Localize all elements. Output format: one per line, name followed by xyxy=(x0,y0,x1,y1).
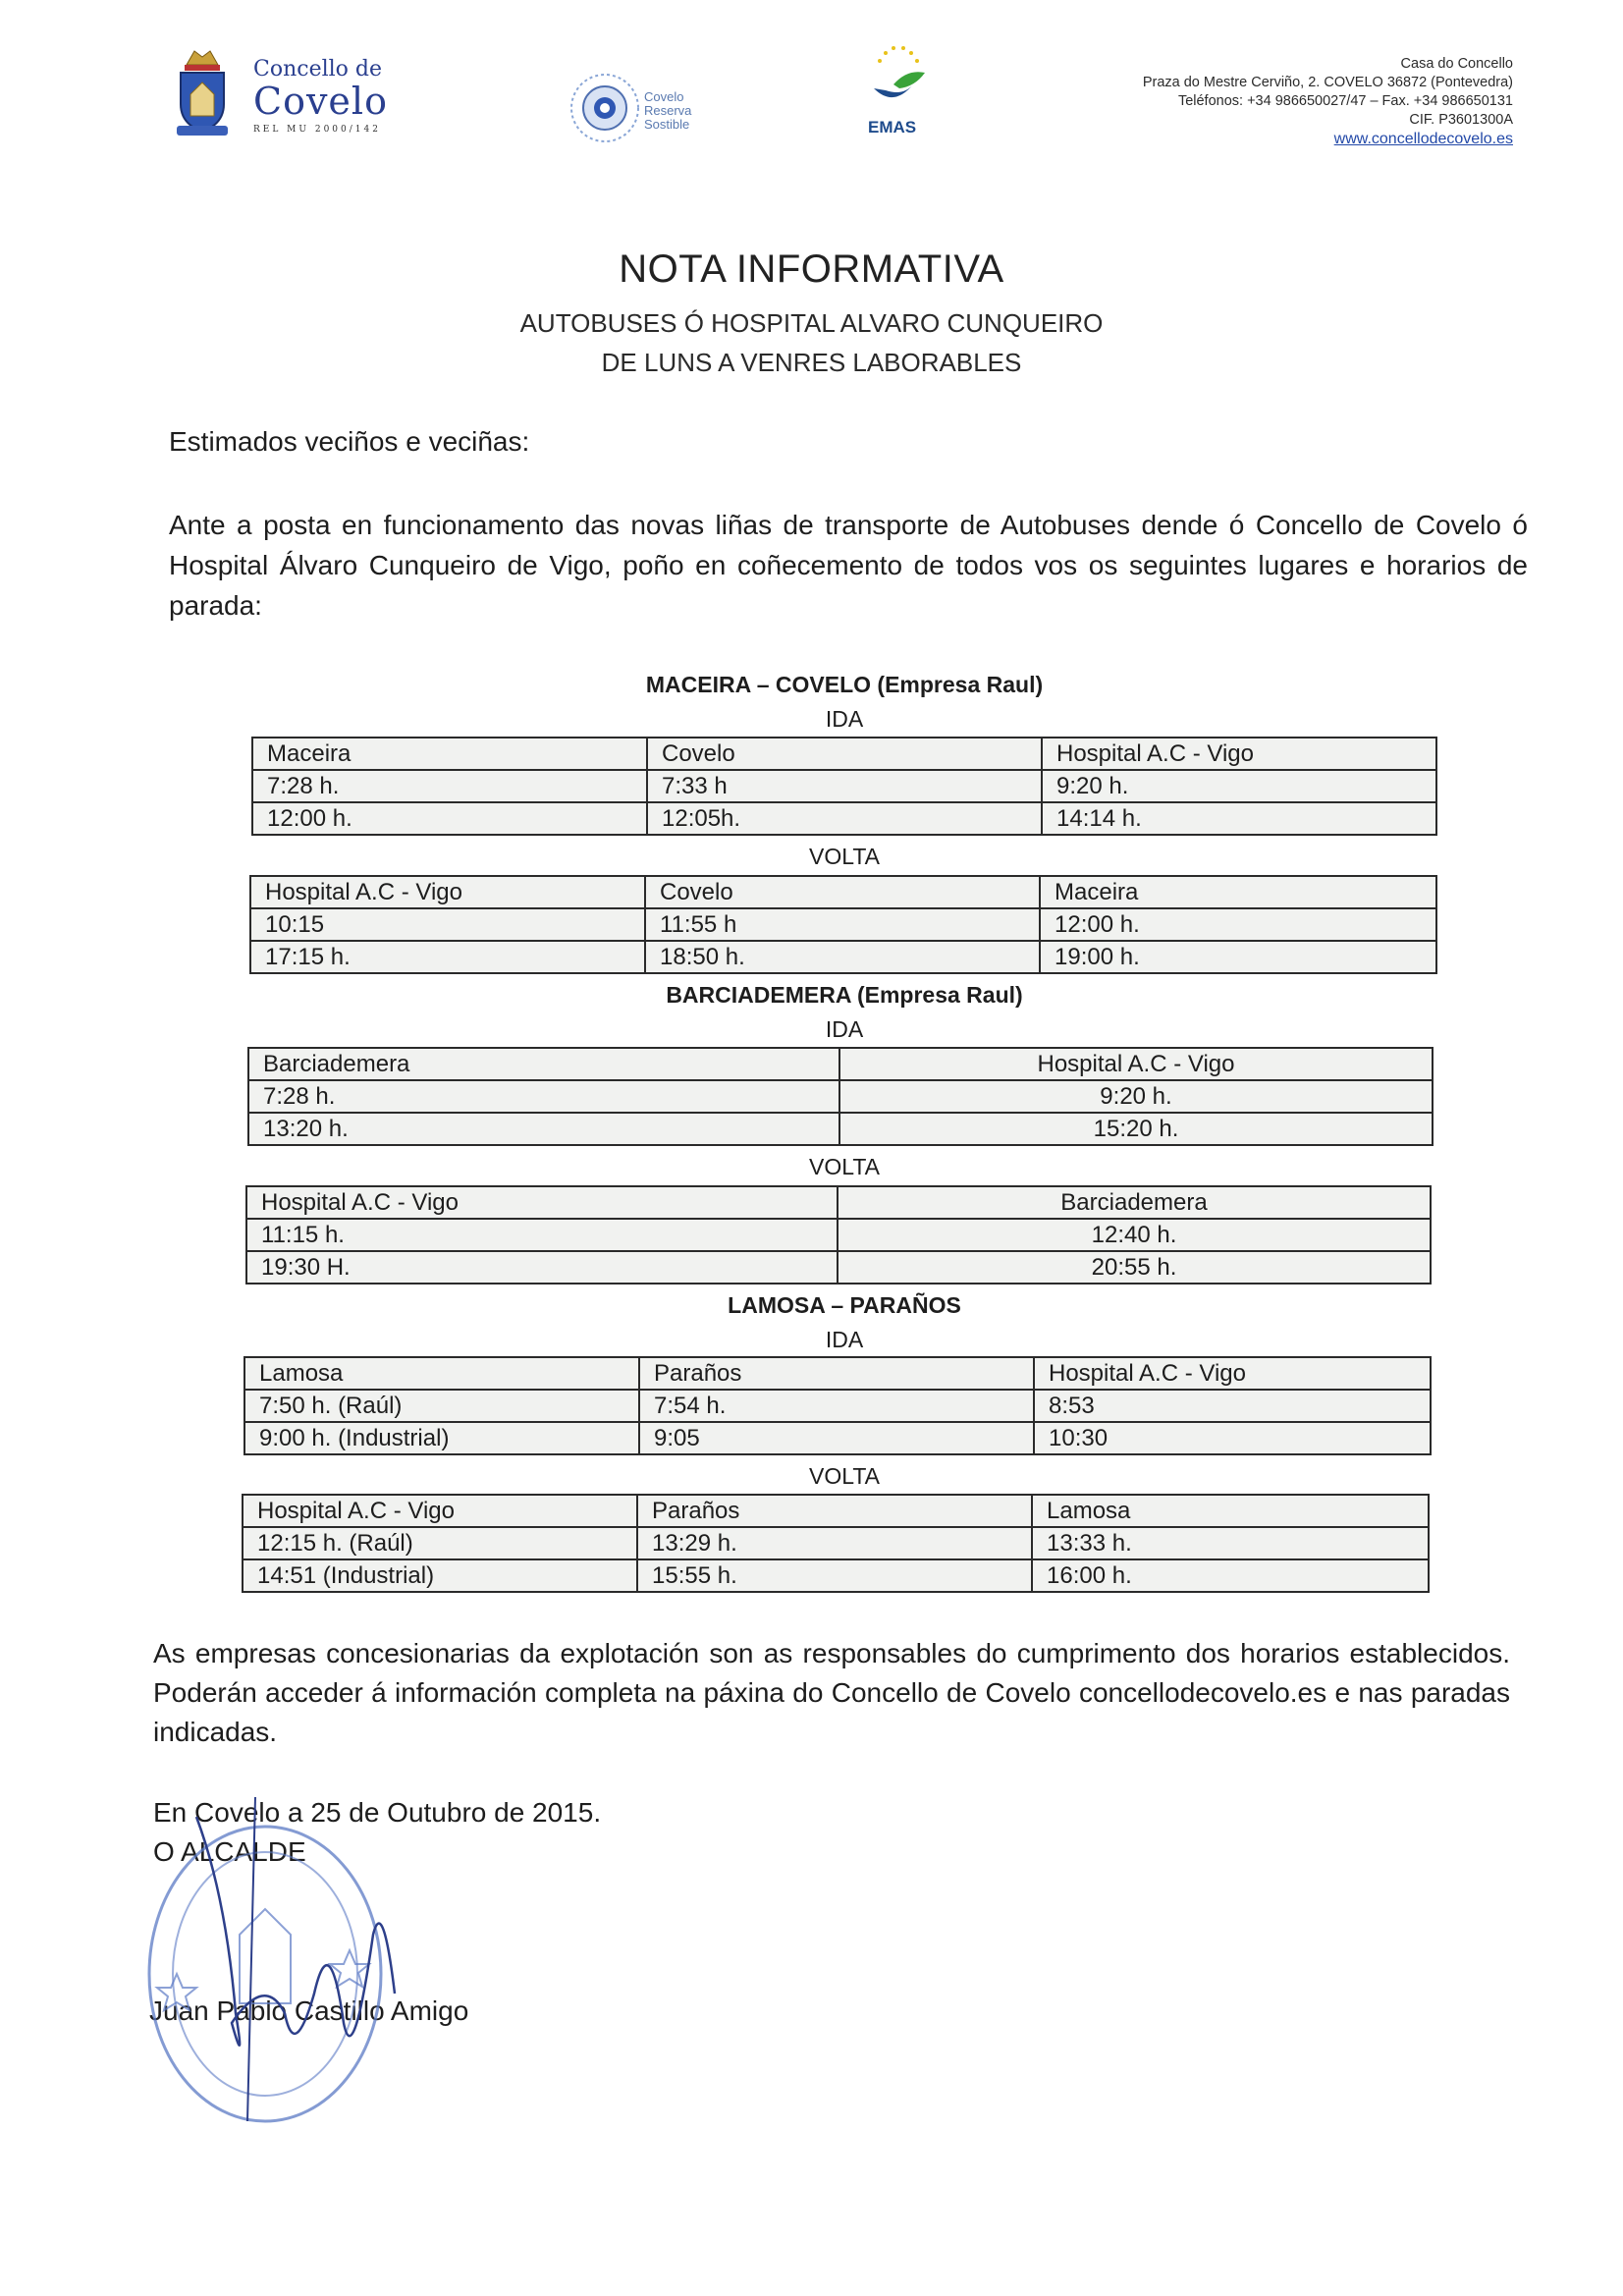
table-cell: 19:30 H. xyxy=(246,1251,838,1284)
table-cell: 11:15 h. xyxy=(246,1219,838,1251)
route-title: BARCIADEMERA (Empresa Raul) xyxy=(666,982,1023,1008)
table-row xyxy=(246,1219,1431,1251)
table-row xyxy=(250,941,1436,973)
table-cell: 9:00 h. (Industrial) xyxy=(244,1422,639,1454)
table-cell: Hospital A.C - Vigo xyxy=(246,1186,838,1219)
address-line: Casa do Concello xyxy=(1400,56,1513,72)
sustainable-reserve-logo xyxy=(568,71,642,145)
table-cell: Lamosa xyxy=(244,1357,639,1390)
table-row xyxy=(250,908,1436,941)
closing-paragraph: As empresas concesionarias da explotación son as responsables do cumprimento dos horarios establecidos. Poderán acceder á información completa na páxina do Concello de Covelo concellodecovelo.es e nas paradas indicadas. xyxy=(153,1638,1510,1747)
direction-label-volta: VOLTA xyxy=(809,1463,880,1489)
direction-label-ida: IDA xyxy=(825,1016,864,1042)
document-subtitle: AUTOBUSES Ó HOSPITAL ALVARO CUNQUEIRO xyxy=(519,308,1104,338)
signature-name: Juan Pablo Castillo Amigo xyxy=(149,1995,469,2026)
table-cell: Hospital A.C - Vigo xyxy=(1042,738,1436,770)
signature-date: En Covelo a 25 de Outubro de 2015. xyxy=(153,1797,602,1828)
table-cell: 20:55 h. xyxy=(838,1251,1431,1284)
address-line: CIF. P3601300A xyxy=(1409,112,1513,128)
table-row xyxy=(246,1251,1431,1284)
council-name-line1: Concello de xyxy=(253,57,383,82)
council-address xyxy=(1143,55,1513,148)
document-subtitle-days: DE LUNS A VENRES LABORABLES xyxy=(601,348,1022,377)
timetable-ida xyxy=(251,737,1437,836)
table-cell: Lamosa xyxy=(1032,1495,1429,1527)
table-header-row xyxy=(243,1495,1429,1527)
direction-label-volta: VOLTA xyxy=(809,844,880,869)
table-cell: 11:55 h xyxy=(645,908,1040,941)
table-cell: 9:20 h. xyxy=(839,1080,1433,1113)
document-title: NOTA INFORMATIVA xyxy=(619,247,1004,291)
table-header-row xyxy=(244,1357,1431,1390)
table-cell: 13:29 h. xyxy=(637,1527,1032,1559)
table-cell: Hospital A.C - Vigo xyxy=(839,1048,1433,1080)
table-cell: Barciademera xyxy=(838,1186,1431,1219)
greeting: Estimados veciños e veciñas: xyxy=(169,426,530,457)
table-row xyxy=(248,1113,1433,1145)
table-header-row xyxy=(250,876,1436,908)
table-cell: 13:20 h. xyxy=(248,1113,839,1145)
direction-label-ida: IDA xyxy=(825,1327,864,1352)
table-row xyxy=(244,1422,1431,1454)
table-cell: 7:33 h xyxy=(647,770,1042,802)
intro-paragraph: Ante a posta en funcionamento das novas liñas de transporte de Autobuses dende ó Concello de Covelo ó Hospital Álvaro Cunqueiro de Vigo, poño en coñecemento de todos vos os seguintes lugares e horarios de parada: xyxy=(169,510,1528,621)
timetable-volta xyxy=(242,1494,1430,1593)
timetable-volta xyxy=(249,875,1437,974)
table-cell: Covelo xyxy=(645,876,1040,908)
table-cell: Paraños xyxy=(639,1357,1034,1390)
eco-text-line3: Sostible xyxy=(644,117,690,132)
eco-text-line1: Covelo xyxy=(644,89,684,104)
table-cell: 7:54 h. xyxy=(639,1390,1034,1422)
table-row xyxy=(248,1080,1433,1113)
address-line: Teléfonos: +34 986650027/47 – Fax. +34 986650131 xyxy=(1177,93,1513,109)
table-cell: Hospital A.C - Vigo xyxy=(243,1495,637,1527)
table-row xyxy=(252,802,1436,835)
table-cell: 10:15 xyxy=(250,908,645,941)
eco-text-line2: Reserva xyxy=(644,103,692,118)
table-cell: 12:05h. xyxy=(647,802,1042,835)
route-title: MACEIRA – COVELO (Empresa Raul) xyxy=(645,672,1044,697)
table-cell: Maceira xyxy=(1040,876,1436,908)
table-cell: Maceira xyxy=(252,738,647,770)
website-link[interactable]: www.concellodecovelo.es xyxy=(1333,131,1513,147)
table-row xyxy=(243,1559,1429,1592)
table-cell: 7:28 h. xyxy=(248,1080,839,1113)
table-row xyxy=(243,1527,1429,1559)
table-cell: 9:05 xyxy=(639,1422,1034,1454)
table-cell: Hospital A.C - Vigo xyxy=(250,876,645,908)
table-cell: 18:50 h. xyxy=(645,941,1040,973)
council-registry: REL MU 2000/142 xyxy=(253,125,381,135)
table-row xyxy=(244,1390,1431,1422)
table-cell: 15:55 h. xyxy=(637,1559,1032,1592)
council-name-line2: Covelo xyxy=(253,80,388,123)
timetable-ida xyxy=(243,1356,1432,1455)
table-cell: 7:50 h. (Raúl) xyxy=(244,1390,639,1422)
direction-label-ida: IDA xyxy=(825,706,864,732)
coat-of-arms-logo xyxy=(173,43,232,141)
table-cell: Covelo xyxy=(647,738,1042,770)
table-cell: 12:40 h. xyxy=(838,1219,1431,1251)
table-cell: 9:20 h. xyxy=(1042,770,1436,802)
table-cell: Barciademera xyxy=(248,1048,839,1080)
table-cell: 13:33 h. xyxy=(1032,1527,1429,1559)
table-header-row xyxy=(252,738,1436,770)
table-header-row xyxy=(246,1186,1431,1219)
emas-logo xyxy=(864,41,933,120)
address-line: Praza do Mestre Cerviño, 2. COVELO 36872 (Pontevedra) xyxy=(1142,75,1513,90)
official-stamp-and-signature xyxy=(137,1777,432,2131)
table-cell: 14:14 h. xyxy=(1042,802,1436,835)
direction-label-volta: VOLTA xyxy=(809,1154,880,1179)
table-cell: 12:00 h. xyxy=(1040,908,1436,941)
table-cell: Hospital A.C - Vigo xyxy=(1034,1357,1431,1390)
table-cell: 10:30 xyxy=(1034,1422,1431,1454)
table-cell: 14:51 (Industrial) xyxy=(243,1559,637,1592)
route-title: LAMOSA – PARAÑOS xyxy=(728,1292,961,1318)
emas-label: EMAS xyxy=(868,118,917,137)
table-cell: 15:20 h. xyxy=(839,1113,1433,1145)
table-cell: 17:15 h. xyxy=(250,941,645,973)
table-cell: 12:00 h. xyxy=(252,802,647,835)
signature-role: O ALCALDE xyxy=(153,1836,306,1867)
table-cell: Paraños xyxy=(637,1495,1032,1527)
table-cell: 12:15 h. (Raúl) xyxy=(243,1527,637,1559)
timetable-ida xyxy=(247,1047,1434,1146)
table-cell: 8:53 xyxy=(1034,1390,1431,1422)
timetable-volta xyxy=(245,1185,1432,1285)
table-cell: 7:28 h. xyxy=(252,770,647,802)
council-name xyxy=(253,57,388,135)
table-row xyxy=(252,770,1436,802)
table-cell: 19:00 h. xyxy=(1040,941,1436,973)
sustainable-reserve-text xyxy=(644,90,691,132)
table-cell: 16:00 h. xyxy=(1032,1559,1429,1592)
table-header-row xyxy=(248,1048,1433,1080)
